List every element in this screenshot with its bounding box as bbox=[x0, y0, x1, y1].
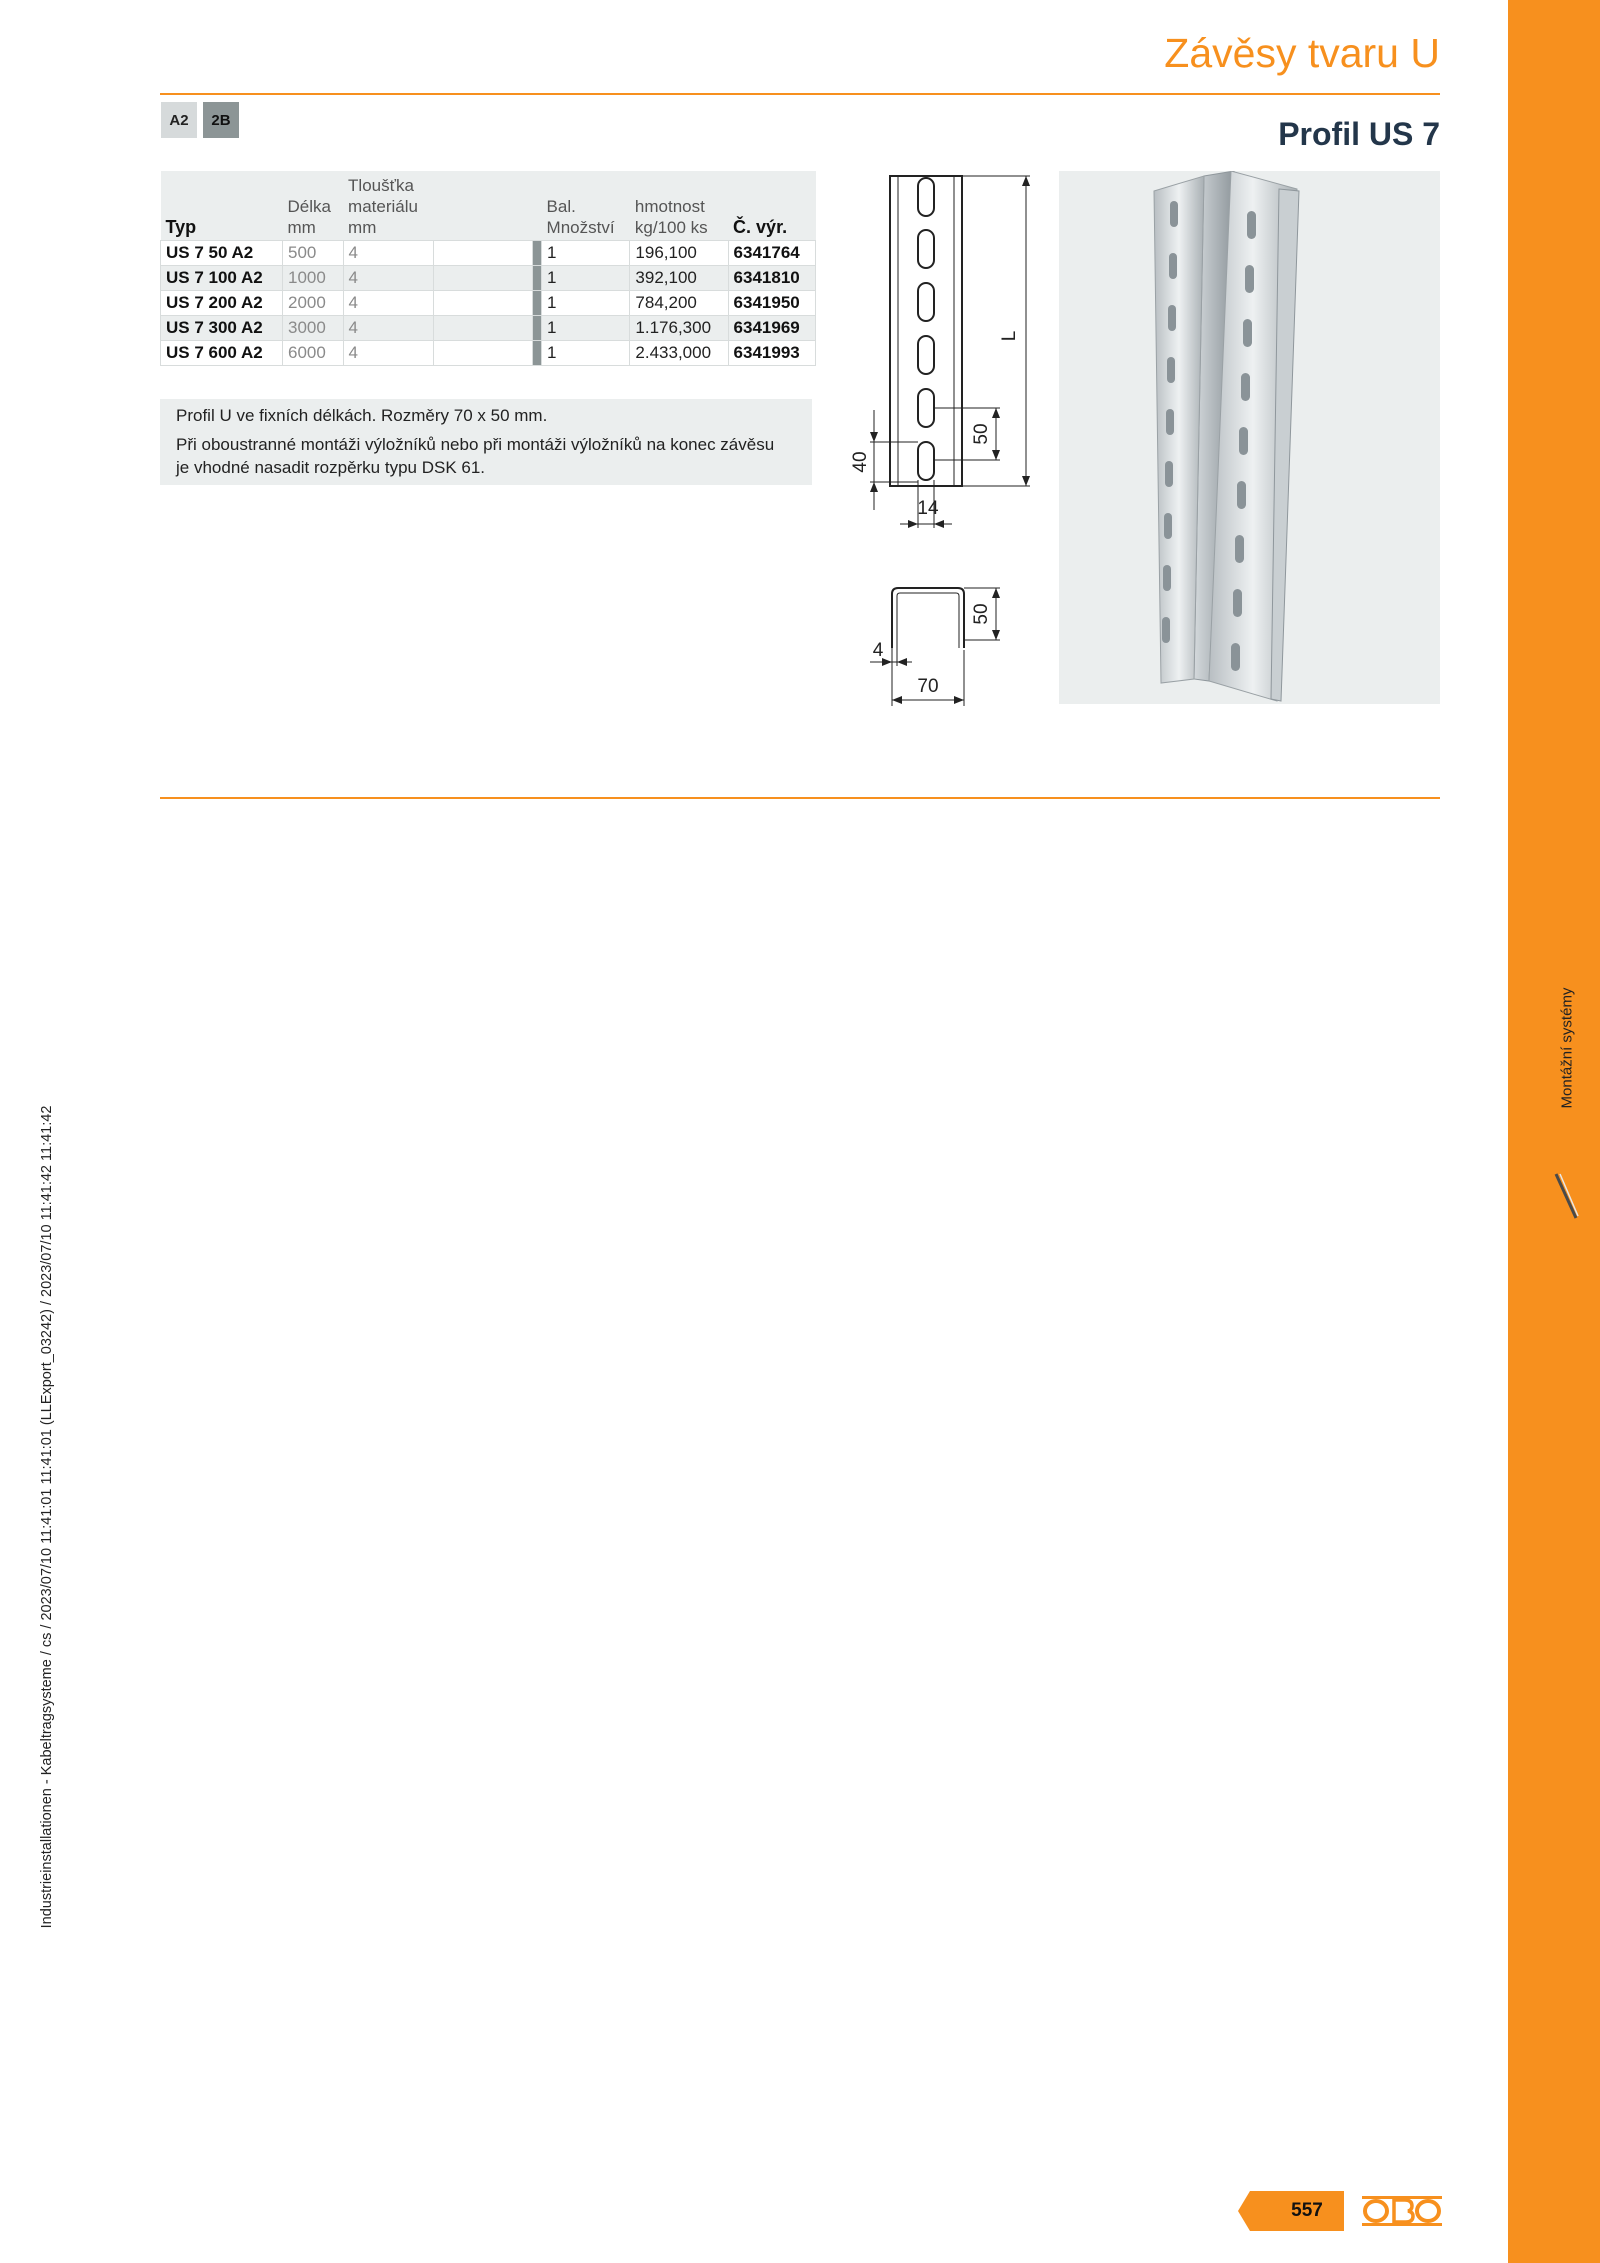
dim-label-50-side: 50 bbox=[971, 423, 992, 445]
page-number-tab bbox=[1238, 2191, 1344, 2231]
cell-delka: 1000 bbox=[282, 266, 343, 291]
cell-bal: 1 bbox=[542, 341, 630, 366]
cell-marker-bar bbox=[533, 316, 542, 341]
cell-hmotnost: 1.176,300 bbox=[630, 316, 728, 341]
cell-tloustka: 4 bbox=[343, 316, 434, 341]
cell-typ: US 7 600 A2 bbox=[161, 341, 283, 366]
cell-delka: 2000 bbox=[282, 291, 343, 316]
table-row bbox=[161, 291, 816, 316]
cell-hmotnost: 2.433,000 bbox=[630, 341, 728, 366]
cell-hmotnost: 392,100 bbox=[630, 266, 728, 291]
cell-cislo-vyrobku: 6341810 bbox=[728, 266, 815, 291]
cell-delka: 6000 bbox=[282, 341, 343, 366]
table-header-row bbox=[161, 171, 816, 241]
cell-hmotnost: 784,200 bbox=[630, 291, 728, 316]
table-row bbox=[161, 266, 816, 291]
dim-label-14: 14 bbox=[917, 498, 939, 519]
mounting-rod-icon bbox=[1552, 1172, 1582, 1222]
cell-spacer bbox=[434, 316, 533, 341]
logo-text: OBO bbox=[1402, 2229, 1405, 2230]
cell-tloustka: 4 bbox=[343, 291, 434, 316]
section-rule bbox=[160, 797, 1440, 799]
dim-label-70: 70 bbox=[917, 676, 939, 697]
dim-label-4: 4 bbox=[872, 640, 884, 661]
cell-bal: 1 bbox=[542, 316, 630, 341]
header-cislo-vyrobku: Č. výr. bbox=[728, 171, 815, 241]
note-line-1: Profil U ve fixních délkách. Rozměry 70 x 50 mm. bbox=[176, 406, 548, 425]
cell-spacer bbox=[434, 291, 533, 316]
header-bar bbox=[533, 171, 542, 241]
cell-marker-bar bbox=[533, 241, 542, 266]
dim-label-50-section: 50 bbox=[971, 603, 992, 625]
cell-typ: US 7 100 A2 bbox=[161, 266, 283, 291]
header-typ: Typ bbox=[161, 171, 283, 241]
cell-cislo-vyrobku: 6341969 bbox=[728, 316, 815, 341]
technical-drawing bbox=[840, 170, 1050, 715]
cell-bal: 1 bbox=[542, 291, 630, 316]
page-title: Závěsy tvaru U bbox=[1164, 30, 1440, 76]
product-photo bbox=[1059, 171, 1440, 704]
material-tag-2b: 2B bbox=[203, 102, 239, 138]
header-delka: Délka mm bbox=[282, 171, 343, 241]
cell-delka: 3000 bbox=[282, 316, 343, 341]
cell-bal: 1 bbox=[542, 266, 630, 291]
sidebar-band bbox=[1508, 0, 1600, 2263]
note-line-2: Při oboustranné montáži výložníků nebo při montáži výložníků na konec závěsu je vhodné nasadit rozpěrku typu DSK 61. bbox=[176, 435, 775, 477]
table-row bbox=[161, 316, 816, 341]
material-tag-a2: A2 bbox=[161, 102, 197, 138]
header-hmotnost: hmotnost kg/100 ks bbox=[630, 171, 728, 241]
cell-typ: US 7 200 A2 bbox=[161, 291, 283, 316]
cell-tloustka: 4 bbox=[343, 241, 434, 266]
cell-tloustka: 4 bbox=[343, 341, 434, 366]
cell-typ: US 7 300 A2 bbox=[161, 316, 283, 341]
cell-marker-bar bbox=[533, 291, 542, 316]
export-info-text: Industrieinstallationen - Kabeltragsysteme / cs / 2023/07/10 11:41:01 11:41:01 (LLExport_03242) / 2023/07/10 11:41:42 11:41:42 bbox=[39, 1105, 55, 1929]
cell-tloustka: 4 bbox=[343, 266, 434, 291]
page-number: 557 bbox=[1291, 2200, 1323, 2221]
dim-label-l: L bbox=[999, 330, 1020, 342]
cell-hmotnost: 196,100 bbox=[630, 241, 728, 266]
dim-label-40: 40 bbox=[850, 451, 871, 473]
sidebar-label: Montážní systémy bbox=[1558, 987, 1576, 1109]
obo-logo bbox=[1362, 2191, 1442, 2231]
header-bal: Bal. Množství bbox=[542, 171, 630, 241]
cell-spacer bbox=[434, 341, 533, 366]
table-row bbox=[161, 241, 816, 266]
cell-spacer bbox=[434, 266, 533, 291]
table-row bbox=[161, 341, 816, 366]
header-rule bbox=[160, 93, 1440, 95]
cell-cislo-vyrobku: 6341993 bbox=[728, 341, 815, 366]
product-note bbox=[160, 399, 812, 485]
product-subtitle: Profil US 7 bbox=[1278, 116, 1440, 152]
header-spacer bbox=[434, 171, 533, 241]
cell-delka: 500 bbox=[282, 241, 343, 266]
cell-cislo-vyrobku: 6341764 bbox=[728, 241, 815, 266]
cell-marker-bar bbox=[533, 341, 542, 366]
cell-marker-bar bbox=[533, 266, 542, 291]
cell-bal: 1 bbox=[542, 241, 630, 266]
header-tloustka: Tloušťka materiálu mm bbox=[343, 171, 434, 241]
product-table bbox=[160, 171, 816, 366]
cell-typ: US 7 50 A2 bbox=[161, 241, 283, 266]
cell-spacer bbox=[434, 241, 533, 266]
u-profile-illustration bbox=[1059, 171, 1440, 704]
cell-cislo-vyrobku: 6341950 bbox=[728, 291, 815, 316]
